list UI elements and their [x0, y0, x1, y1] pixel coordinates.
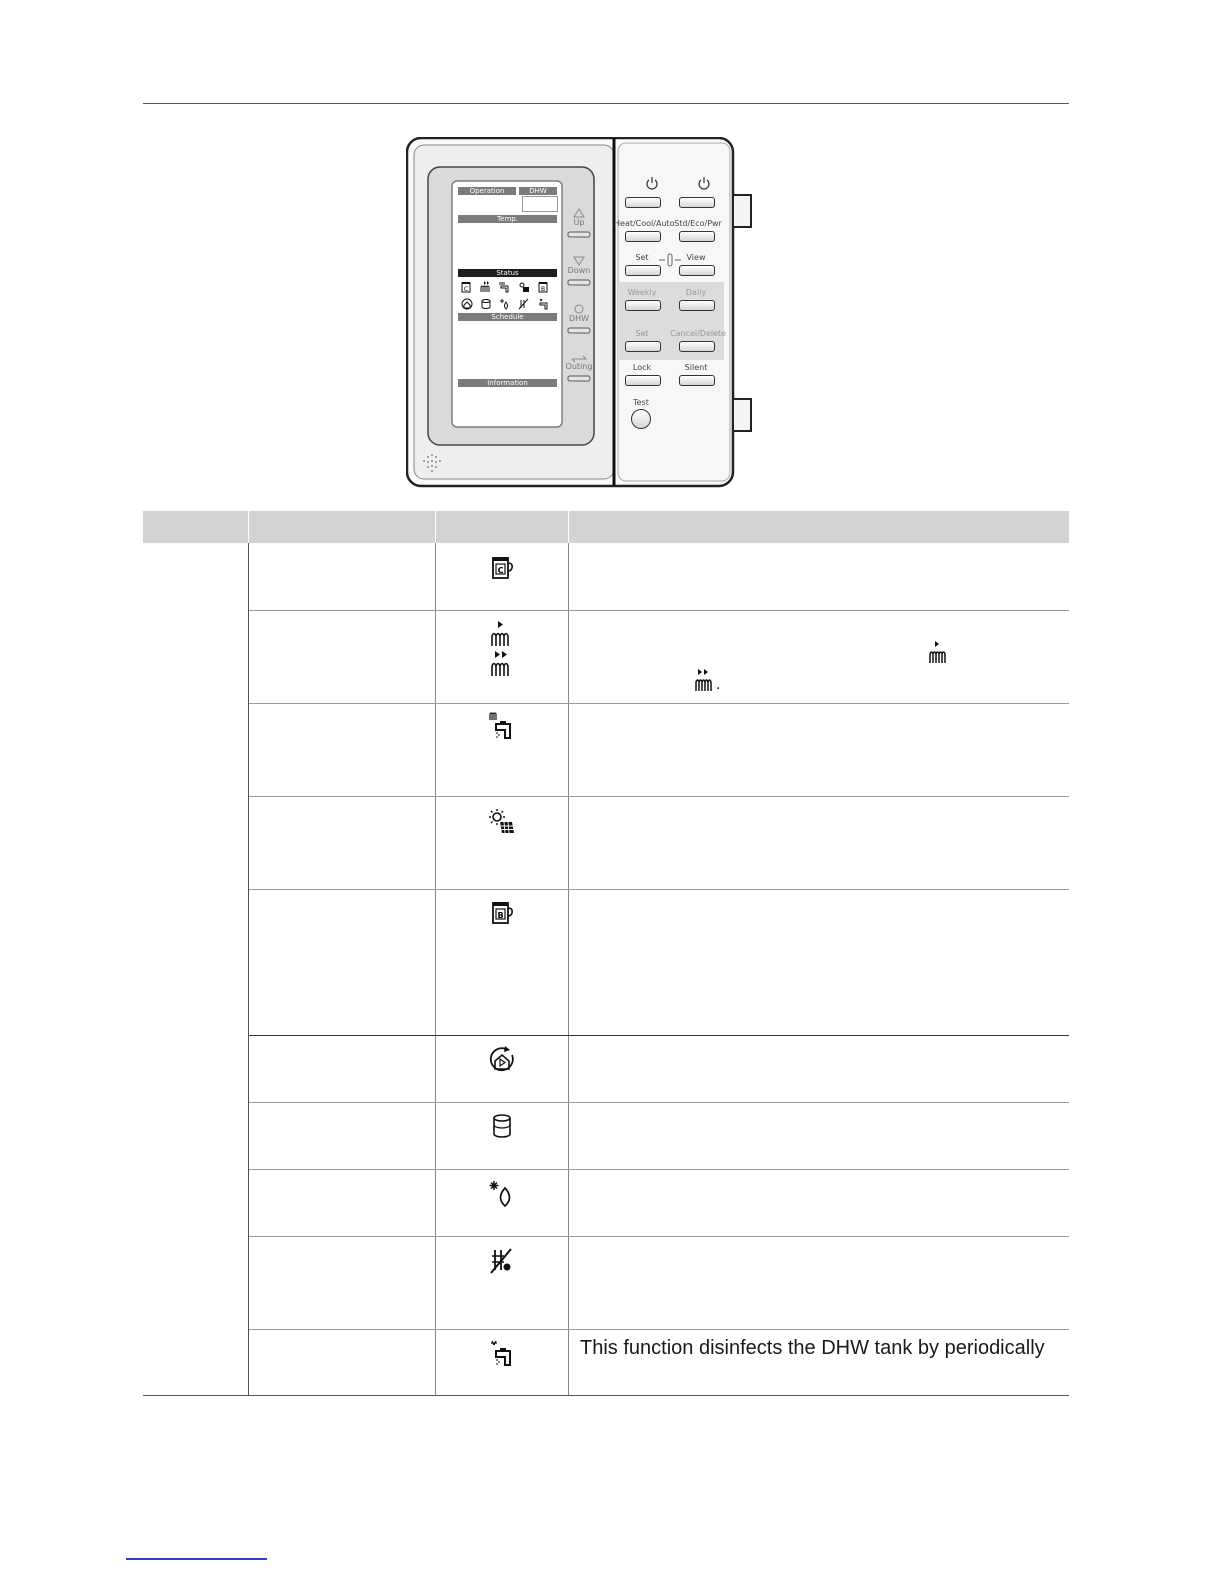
col-divider [435, 543, 436, 1396]
lock-label: Lock [632, 363, 652, 372]
row-divider [249, 1329, 1069, 1330]
heat-cool-auto-button[interactable] [625, 231, 661, 242]
lcd-tank-cylinder-icon [480, 298, 492, 310]
dhw-button-label: DHW [568, 314, 590, 323]
row-divider [249, 889, 1069, 890]
lcd-schedule-label: Schedule [458, 313, 557, 321]
lock-button[interactable] [625, 375, 661, 386]
header-rule [143, 103, 1069, 104]
row-divider [249, 610, 1069, 611]
tank-c-icon [488, 554, 516, 582]
lcd-dhw-box [522, 196, 558, 212]
disabled-heater-icon [488, 1247, 516, 1275]
schedule-set-label: Set [635, 329, 649, 338]
header-col-divider [568, 511, 569, 543]
lcd-house-cycle-icon [461, 298, 473, 310]
heater-step-icon [488, 620, 516, 648]
lcd-dhw-tap-heater-icon [499, 281, 511, 293]
table-bottom-rule [143, 1395, 1069, 1396]
inline-heater-step-icon [928, 641, 950, 665]
svg-text:C: C [463, 286, 469, 293]
lcd-solar-panel-icon [518, 281, 530, 293]
lcd-operation-label: Operation [458, 187, 516, 195]
svg-text:C: C [497, 566, 504, 575]
lcd-disabled-heater-icon [518, 298, 530, 310]
lcd-information-label: Information [458, 379, 557, 387]
lcd-temp-label: Temp. [458, 215, 557, 223]
header-col-divider [248, 511, 249, 543]
lcd-status-label: Status [458, 269, 557, 277]
heater-step-double-icon [488, 650, 516, 678]
view-label: View [686, 253, 706, 262]
inline-period: . [716, 676, 721, 693]
frost-drop-icon [488, 1180, 516, 1208]
lcd-heater-step-icon [480, 281, 492, 293]
weekly-label: Weekly [627, 288, 657, 297]
row-divider [249, 1169, 1069, 1170]
outing-button-label: Outing [565, 362, 593, 371]
header-col-divider [435, 511, 436, 543]
test-label: Test [633, 398, 649, 407]
lcd-tank-c-icon [461, 281, 473, 293]
outing-button[interactable] [568, 376, 590, 381]
silent-button[interactable] [679, 375, 715, 386]
svg-text:B: B [540, 286, 546, 293]
disinfection-tap-icon [488, 1339, 516, 1367]
remote-controller-illustration [406, 137, 754, 489]
down-button[interactable] [568, 280, 590, 285]
cancel-delete-label: Cancel/Delete [670, 329, 727, 338]
test-button[interactable] [631, 409, 651, 429]
daily-label: Daily [685, 288, 707, 297]
set-label: Set [635, 253, 649, 262]
tank-cylinder-icon [488, 1112, 516, 1140]
disinfection-description: This function disinfects the DHW tank by periodically [580, 1337, 1045, 1359]
lcd-tank-b-icon [538, 281, 550, 293]
col-divider [568, 543, 569, 1396]
row-divider [249, 796, 1069, 797]
heat-cool-auto-label: Heat/Cool/Auto [614, 219, 675, 228]
space-heating-power-button[interactable] [625, 197, 661, 208]
up-button[interactable] [568, 232, 590, 237]
col-divider [248, 543, 249, 1396]
lcd-dhw-label: DHW [519, 187, 557, 195]
house-cycle-icon [488, 1046, 516, 1074]
row-divider [249, 1236, 1069, 1237]
row-divider [249, 1102, 1069, 1103]
svg-text:B: B [497, 911, 504, 920]
row-divider [249, 1035, 1069, 1036]
daily-button[interactable] [679, 300, 715, 311]
silent-label: Silent [684, 363, 708, 372]
weekly-button[interactable] [625, 300, 661, 311]
footer-link-underline[interactable] [126, 1558, 267, 1560]
dhw-button[interactable] [568, 328, 590, 333]
inline-heater-step-double-icon [694, 669, 716, 693]
set-button[interactable] [625, 265, 661, 276]
lcd-disinfection-tap-icon [538, 298, 550, 310]
std-eco-pwr-button[interactable] [679, 231, 715, 242]
schedule-set-button[interactable] [625, 341, 661, 352]
solar-panel-icon [488, 808, 516, 836]
dhw-tap-heater-icon [488, 712, 516, 740]
down-button-label: Down [567, 266, 591, 275]
dhw-power-button[interactable] [679, 197, 715, 208]
up-button-label: Up [573, 218, 585, 227]
tank-b-icon [488, 899, 516, 927]
row-divider [249, 703, 1069, 704]
cancel-delete-button[interactable] [679, 341, 715, 352]
std-eco-pwr-label: Std/Eco/Pwr [674, 219, 722, 228]
view-button[interactable] [679, 265, 715, 276]
lcd-frost-drop-icon [499, 298, 511, 310]
table-header [143, 511, 1069, 543]
